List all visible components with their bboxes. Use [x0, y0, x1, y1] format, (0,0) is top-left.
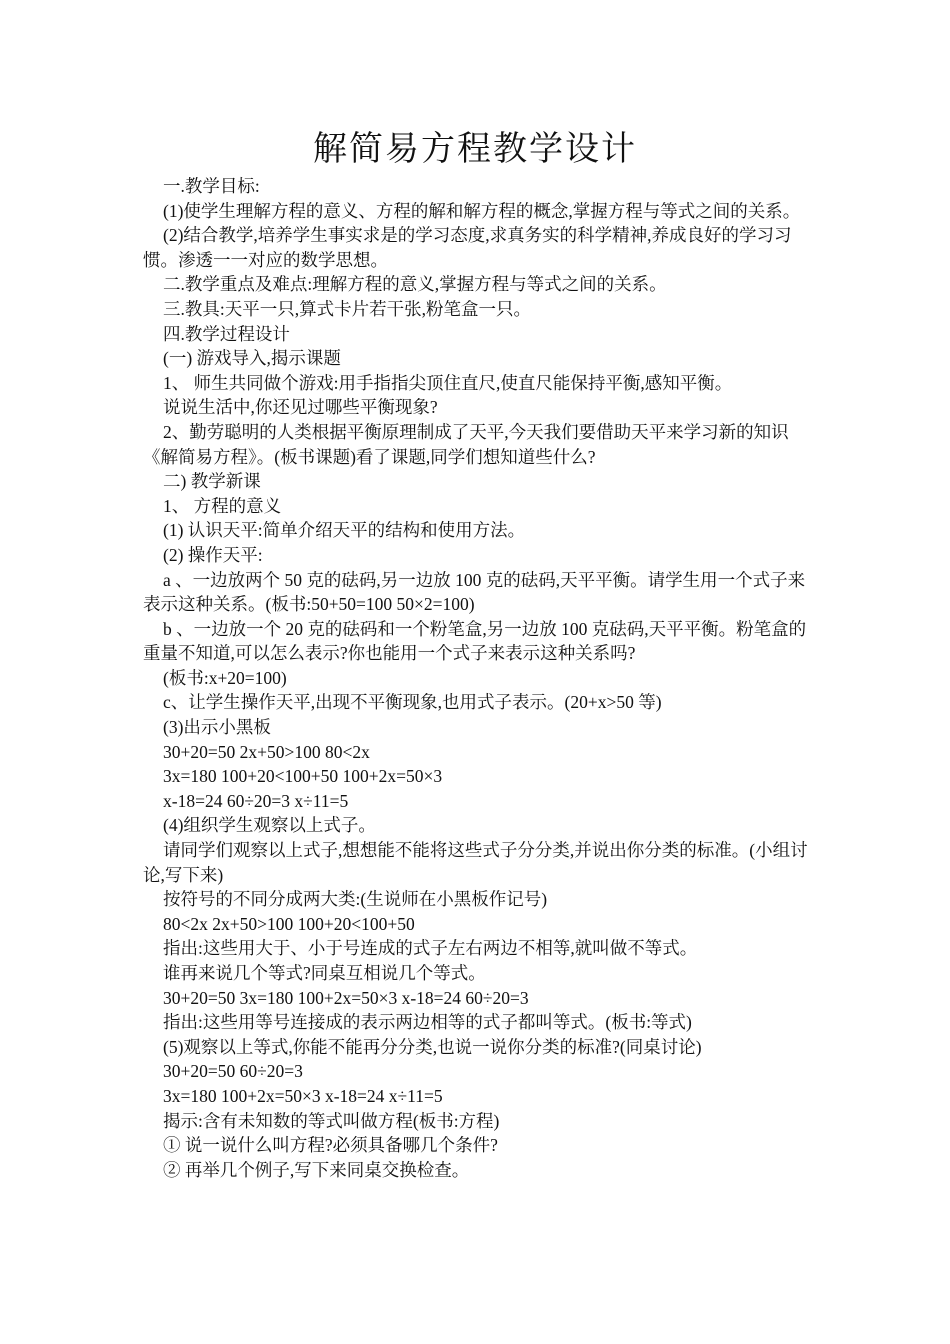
paragraph: 1、 师生共同做个游戏:用手指指尖顶住直尺,使直尺能保持平衡,感知平衡。	[163, 372, 733, 393]
paragraph: 30+20=50 60÷20=3	[163, 1061, 303, 1082]
paragraph: ② 再举几个例子,写下来同桌交换检查。	[163, 1159, 470, 1180]
paragraph: ① 说一说什么叫方程?必须具备哪几个条件?	[163, 1135, 498, 1156]
paragraph: 按符号的不同分成两大类:(生说师在小黑板作记号)	[163, 889, 548, 910]
paragraph: a 、一边放两个 50 克的砝码,另一边放 100 克的砝码,天平平衡。请学生用一个式子来表示这种关系。(板书:50+50=100 50×2=100)	[143, 569, 806, 615]
paragraph: b 、一边放一个 20 克的砝码和一个粉笔盒,另一边放 100 克砝码,天平平衡。粉笔盒的重量不知道,可以怎么表示?你也能用一个式子来表示这种关系吗?	[143, 618, 807, 664]
paragraph: c、让学生操作天平,出现不平衡现象,也用式子表示。(20+x>50 等)	[163, 692, 662, 713]
paragraph: (5)观察以上等式,你能不能再分分类,也说一说你分类的标准?(同桌讨论)	[163, 1036, 702, 1057]
paragraph: 2、勤劳聪明的人类根据平衡原理制成了天平,今天我们要借助天平来学习新的知识《解简易方程》。(板书课题)看了课题,同学们想知道些什么?	[143, 421, 789, 467]
paragraph: 30+20=50 3x=180 100+2x=50×3 x-18=24 60÷20=3	[163, 987, 529, 1008]
paragraph: 请同学们观察以上式子,想想能不能将这些式子分分类,并说出你分类的标准。(小组讨论,写下来)	[143, 840, 808, 885]
paragraph: 指出:这些用大于、小于号连成的式子左右两边不相等,就叫做不等式。	[163, 938, 698, 959]
paragraph: (一) 游戏导入,揭示课题	[163, 348, 341, 369]
paragraph: 三.教具:天平一只,算式卡片若干张,粉笔盒一只。	[163, 298, 531, 319]
paragraph: 指出:这些用等号连接成的表示两边相等的式子都叫等式。(板书:等式)	[163, 1012, 692, 1033]
paragraph: 一.教学目标:	[163, 176, 260, 196]
paragraph: 谁再来说几个等式?同桌互相说几个等式。	[163, 963, 486, 983]
paragraph: 3x=180 100+2x=50×3 x-18=24 x÷11=5	[163, 1085, 443, 1106]
paragraph: 3x=180 100+20<100+50 100+2x=50×3	[163, 766, 443, 787]
paragraph: (1)使学生理解方程的意义、方程的解和解方程的概念,掌握方程与等式之间的关系。	[163, 200, 801, 221]
document-body	[143, 174, 808, 1182]
paragraph: x-18=24 60÷20=3 x÷11=5	[163, 790, 349, 811]
paragraph: 1、 方程的意义	[163, 495, 282, 516]
paragraph: (板书:x+20=100)	[163, 667, 287, 688]
document-title: 解简易方程教学设计	[313, 129, 637, 169]
paragraph: 80<2x 2x+50>100 100+20<100+50	[163, 913, 415, 934]
paragraph: (1) 认识天平:简单介绍天平的结构和使用方法。	[163, 520, 526, 541]
paragraph: 二.教学重点及难点:理解方程的意义,掌握方程与等式之间的关系。	[163, 274, 667, 295]
paragraph: 四.教学过程设计	[163, 323, 290, 344]
paragraph: (2)结合教学,培养学生事实求是的学习态度,求真务实的科学精神,养成良好的学习习惯。渗透一一对应的数学思想。	[143, 225, 792, 270]
paragraph: 揭示:含有未知数的等式叫做方程(板书:方程)	[163, 1110, 500, 1131]
paragraph: (3)出示小黑板	[163, 717, 271, 738]
paragraph: 30+20=50 2x+50>100 80<2x	[163, 741, 370, 762]
paragraph: 二) 教学新课	[163, 471, 261, 492]
paragraph: (4)组织学生观察以上式子。	[163, 815, 376, 836]
paragraph: (2) 操作天平:	[163, 544, 263, 565]
paragraph: 说说生活中,你还见过哪些平衡现象?	[163, 397, 438, 418]
